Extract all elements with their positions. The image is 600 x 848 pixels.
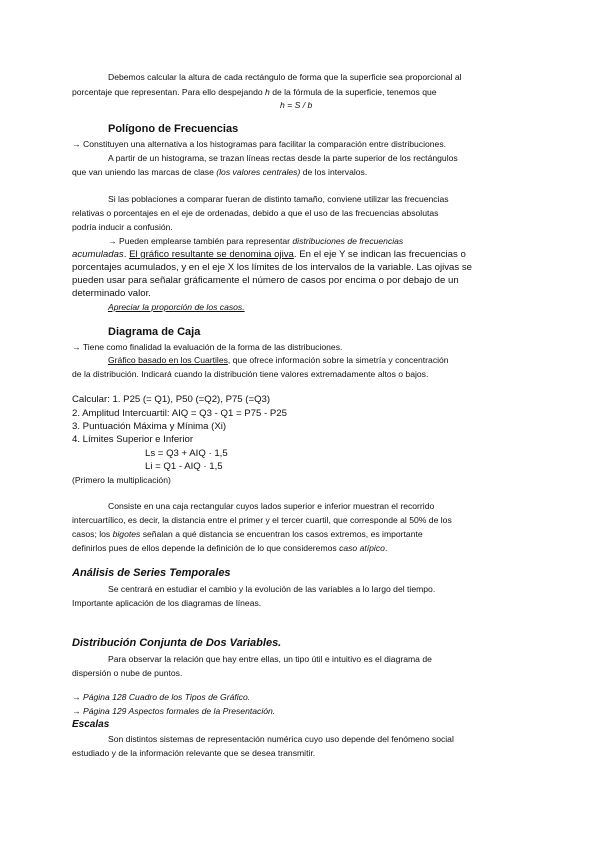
poligono-line-12: Apreciar la proporción de los casos. — [108, 302, 245, 312]
calc-step-3: 3. Puntuación Máxima y Mínima (Xi) — [72, 421, 227, 432]
conjunta-line-2: dispersión o nube de puntos. — [72, 668, 183, 678]
escalas-line-2: estudiado y de la información relevante que se desea transmitir. — [72, 748, 316, 758]
section-title-escalas: Escalas — [72, 719, 110, 730]
caja-line-3: de la distribución. Indicará cuando la distribución tiene valores extremadamente altos o bajos. — [72, 369, 429, 379]
poligono-line-8: acumuladas. El gráfico resultante se denomina ojiva. En el eje Y se indican las frecuencias o — [72, 249, 466, 260]
poligono-line-11: determinado valor. — [72, 288, 151, 299]
poligono-line-7: → Pueden emplearse también para representar distribuciones de frecuencias — [108, 236, 404, 246]
poligono-line-3: que van uniendo las marcas de clase (los valores centrales) de los intervalos. — [72, 167, 368, 177]
poligono-line-2: A partir de un histograma, se trazan líneas rectas desde la parte superior de los rectángulos — [108, 153, 458, 163]
reference-page-129: → Página 129 Aspectos formales de la Presentación. — [72, 706, 276, 716]
poligono-line-10: pueden usar para señalar gráficamente el número de casos por encima o por debajo de un — [72, 275, 459, 286]
section-title-caja: Diagrama de Caja — [108, 326, 201, 338]
calc-step-1: Calcular: 1. P25 (= Q1), P50 (=Q2), P75 (=Q3) — [72, 394, 271, 405]
poligono-line-4: Si las poblaciones a comparar fueran de distinto tamaño, conviene utilizar las frecuencias — [108, 194, 449, 204]
intro-line-2: porcentaje que representan. Para ello despejando h de la fórmula de la superficie, tenemos que — [72, 87, 437, 97]
conjunta-line-1: Para observar la relación que hay entre ellas, un tipo útil e intuitivo es el diagrama de — [108, 654, 432, 664]
poligono-line-5: relativas o porcentajes en el eje de ordenadas, debido a que el uso de las frecuencias absolutas — [72, 208, 439, 218]
calc-step-2: 2. Amplitud Intercuartil: AIQ = Q3 - Q1 = P75 - P25 — [72, 408, 287, 419]
temporales-line-2: Importante aplicación de los diagramas de líneas. — [72, 598, 262, 608]
calc-step-4: 4. Límites Superior e Inferior — [72, 434, 194, 445]
caja-line-1: → Tiene como finalidad la evaluación de la forma de las distribuciones. — [72, 342, 343, 352]
limit-inferior: Li = Q1 - AIQ · 1,5 — [145, 461, 223, 472]
calc-note: (Primero la multiplicación) — [72, 475, 171, 485]
limit-superior: Ls = Q3 + AIQ · 1,5 — [145, 448, 228, 459]
poligono-line-6: podría inducir a confusión. — [72, 222, 173, 232]
caja-desc-3: casos; los bigotes señalan a qué distancia se encuentran los casos extremos, es importante — [72, 529, 423, 539]
caja-desc-1: Consiste en una caja rectangular cuyos lados superior e inferior muestran el recorrido — [108, 501, 435, 511]
escalas-line-1: Son distintos sistemas de representación numérica cuyo uso depende del fenómeno social — [108, 734, 454, 744]
poligono-line-9: porcentajes acumulados, y en el eje X los límites de los intervalos de la variable. Las ojivas se — [72, 262, 472, 273]
intro-line-1: Debemos calcular la altura de cada rectángulo de forma que la superficie sea proporcional al — [108, 72, 462, 82]
reference-page-128: → Página 128 Cuadro de los Tipos de Gráfico. — [72, 692, 251, 702]
caja-desc-2: intercuartílico, es decir, la distancia entre el primer y el tercer cuartil, que corresponde al 50% de los — [72, 515, 452, 525]
section-title-temporales: Análisis de Series Temporales — [72, 567, 231, 579]
section-title-poligono: Polígono de Frecuencias — [108, 123, 239, 135]
formula: h = S / b — [280, 100, 313, 110]
poligono-line-1: → Constituyen una alternativa a los histogramas para facilitar la comparación entre distribuciones. — [72, 139, 447, 149]
temporales-line-1: Se centrará en estudiar el cambio y la evolución de las variables a lo largo del tiempo. — [108, 584, 436, 594]
caja-desc-4: definirlos pues de ellos depende la definición de lo que consideremos caso atípico. — [72, 543, 388, 553]
caja-line-2: Gráfico basado en los Cuartiles, que ofrece información sobre la simetría y concentración — [108, 355, 449, 365]
section-title-conjunta: Distribución Conjunta de Dos Variables. — [72, 637, 282, 649]
